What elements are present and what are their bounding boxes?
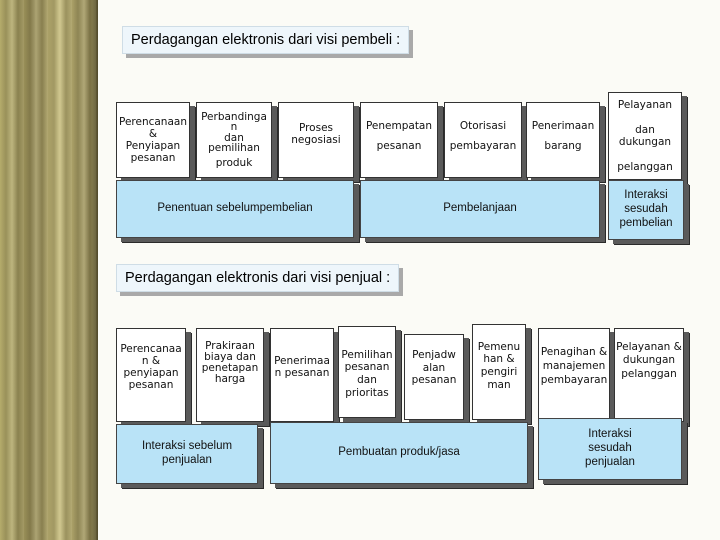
step-label-line: penyiapan: [123, 367, 179, 379]
step-label-line: pesanan: [128, 379, 174, 392]
step-label-line: dukungan: [622, 354, 676, 367]
seller-step-pricing: [196, 328, 264, 422]
step-label-line: Perencanaan: [118, 115, 187, 128]
step-label-line: Perencanaa: [120, 342, 182, 355]
buyer-phase-post-purchase: Interaksi sesudah pembelian: [608, 180, 684, 240]
seller-phase-post-sales: Interaksi sesudah penjualan: [538, 418, 682, 480]
step-label-line: Penempatan: [365, 119, 433, 132]
step-label-line: n: [230, 121, 238, 134]
step-label-line: pengiri: [480, 366, 518, 378]
step-label-line: dan: [224, 131, 244, 144]
step-label-line: dan: [357, 374, 377, 386]
step-label-line: barang: [544, 140, 582, 152]
step-label-line: pembayaran: [540, 374, 608, 387]
seller-step-prioritization: [338, 326, 396, 418]
step-label-line: manajemen: [542, 359, 606, 372]
seller-step-fulfillment: [472, 324, 526, 420]
step-label-line: Penerimaa: [274, 354, 330, 367]
step-label-line: pemilihan: [208, 142, 260, 155]
step-label-line: harga: [214, 373, 246, 386]
step-label-line: Pelayanan: [617, 99, 673, 111]
buyer-step-goods-receipt: [526, 102, 600, 178]
curtain-decoration: [0, 0, 98, 540]
step-label-line: dukungan: [618, 136, 672, 148]
seller-step-planning: [116, 328, 186, 422]
buyer-section-title: Perdagangan elektronis dari visi pembeli :: [122, 26, 409, 54]
step-label-line: pesanan: [130, 152, 176, 165]
step-label-line: penetapan: [201, 362, 259, 374]
step-label-line: dan: [635, 123, 655, 136]
step-label-line: n &: [141, 354, 161, 367]
step-label-line: pesanan: [411, 374, 457, 387]
buyer-step-planning: [116, 102, 190, 178]
step-label-line: han &: [483, 353, 515, 366]
step-label-line: man: [487, 378, 511, 391]
step-label-line: &: [148, 127, 158, 140]
buyer-step-customer-support: [608, 92, 682, 180]
seller-phase-production: Pembuatan produk/jasa: [270, 422, 528, 484]
step-label-line: Penagihan &: [540, 345, 608, 358]
step-label-line: pelanggan: [617, 160, 673, 173]
step-label-line: Pemenu: [477, 340, 521, 353]
seller-phase-pre-sales: Interaksi sebelum penjualan: [116, 424, 258, 484]
step-label-line: pembayaran: [449, 140, 517, 152]
step-label-line: biaya dan: [204, 350, 256, 363]
buyer-step-negotiation: [278, 102, 354, 178]
step-label-line: Otorisasi: [459, 119, 507, 132]
step-label-line: pelanggan: [621, 367, 677, 380]
seller-step-customer-support: [614, 328, 684, 422]
step-label-line: n pesanan: [274, 367, 330, 379]
step-label-line: Proses: [298, 121, 334, 134]
step-label-line: Penyiapan: [125, 140, 181, 152]
step-label-line: Pelayanan &: [616, 340, 682, 353]
step-label-line: produk: [215, 156, 253, 169]
buyer-step-order-placement: [360, 102, 438, 178]
step-label-line: pesanan: [376, 140, 422, 152]
seller-step-billing: [538, 328, 610, 422]
step-label-line: pesanan: [344, 361, 390, 374]
step-label-line: Pemilihan: [341, 348, 393, 361]
buyer-step-payment-authorization: [444, 102, 522, 178]
step-label-line: prioritas: [345, 386, 389, 399]
step-label-line: Penjadw: [412, 349, 456, 362]
buyer-phase-pre-purchase: Penentuan sebelumpembelian: [116, 180, 354, 238]
step-label-line: Prakiraan: [205, 339, 255, 352]
buyer-step-comparison: [196, 102, 272, 178]
seller-step-scheduling: [404, 334, 464, 420]
buyer-phase-purchasing: Pembelanjaan: [360, 180, 600, 238]
step-label-line: negosiasi: [291, 134, 341, 146]
step-label-line: alan: [422, 361, 446, 374]
seller-step-order-receipt: [270, 328, 334, 422]
step-label-line: Penerimaan: [531, 119, 595, 132]
seller-section-title: Perdagangan elektronis dari visi penjual :: [116, 264, 399, 292]
step-label-line: Perbandinga: [201, 110, 267, 123]
